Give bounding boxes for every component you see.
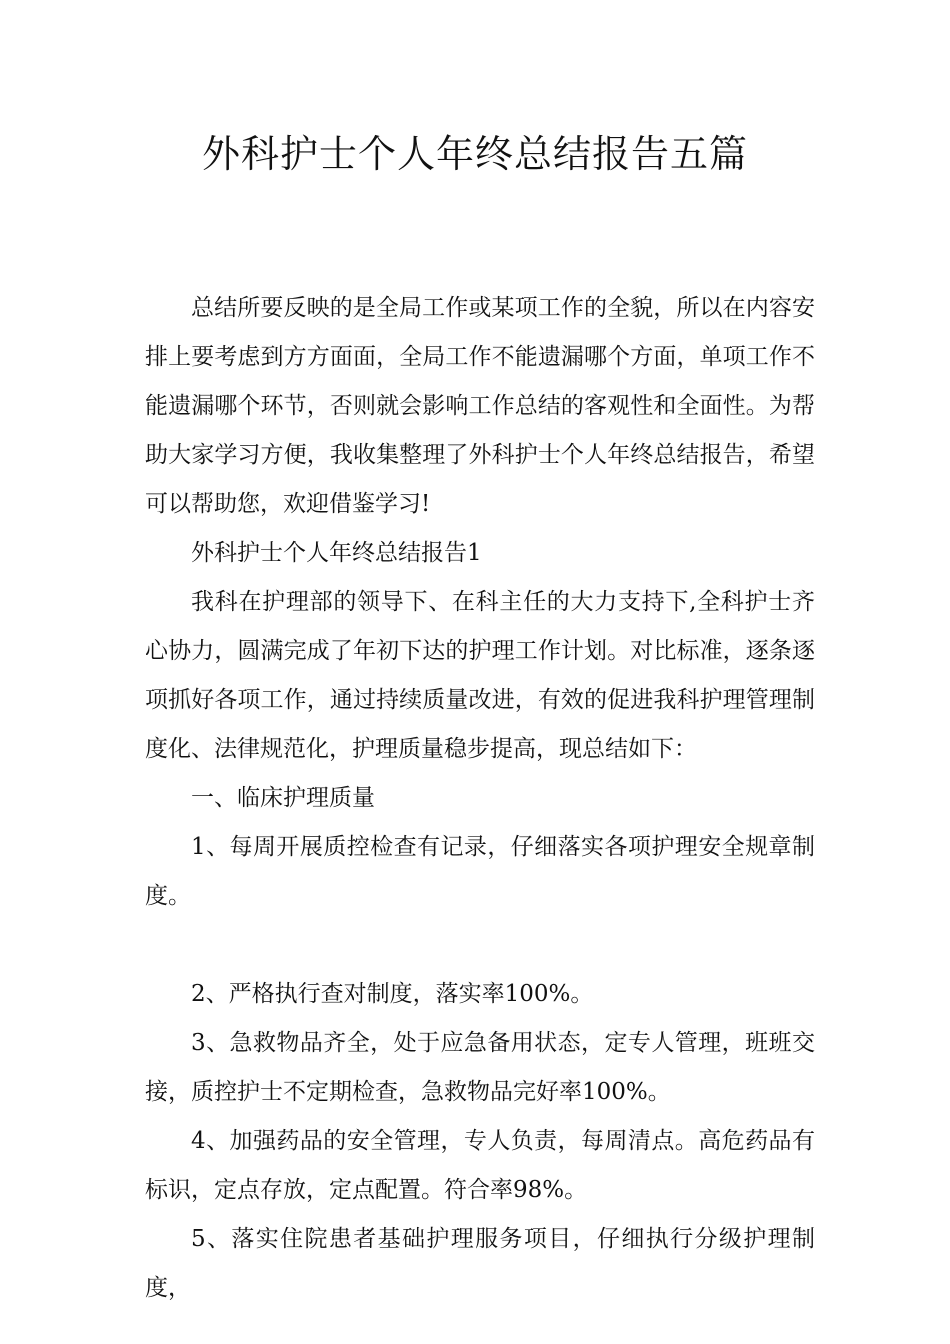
report-intro-paragraph: 我科在护理部的领导下、在科主任的大力支持下,全科护士齐心协力，圆满完成了年初下达的护理工作计划。对比标准，逐条逐项抓好各项工作，通过持续质量改进，有效的促进我科护理管理制度化、法律规范化，护理质量稳步提高，现总结如下：	[145, 589, 815, 762]
list-item: 5、落实住院患者基础护理服务项目，仔细执行分级护理制度，	[145, 1226, 815, 1301]
document-body	[145, 284, 815, 1313]
list-item: 2、严格执行查对制度，落实率100%。	[191, 981, 594, 1007]
intro-paragraph: 总结所要反映的是全局工作或某项工作的全貌，所以在内容安排上要考虑到方方面面，全局工作不能遗漏哪个方面，单项工作不能遗漏哪个环节，否则就会影响工作总结的客观性和全面性。为帮助大家学习方便，我收集整理了外科护士个人年终总结报告，希望可以帮助您，欢迎借鉴学习!	[145, 295, 815, 517]
list-item: 4、加强药品的安全管理，专人负责，每周清点。高危药品有标识，定点存放，定点配置。符合率98%。	[145, 1128, 815, 1203]
list-item: 1、每周开展质控检查有记录，仔细落实各项护理安全规章制度。	[145, 834, 815, 909]
document-title: 外科护士个人年终总结报告五篇	[201, 132, 748, 176]
paragraph-gap	[145, 921, 815, 970]
list-item: 3、急救物品齐全，处于应急备用状态，定专人管理，班班交接，质控护士不定期检查，急救物品完好率100%。	[145, 1030, 815, 1105]
report-heading: 外科护士个人年终总结报告1	[191, 540, 482, 566]
section-heading: 一、临床护理质量	[191, 785, 375, 811]
